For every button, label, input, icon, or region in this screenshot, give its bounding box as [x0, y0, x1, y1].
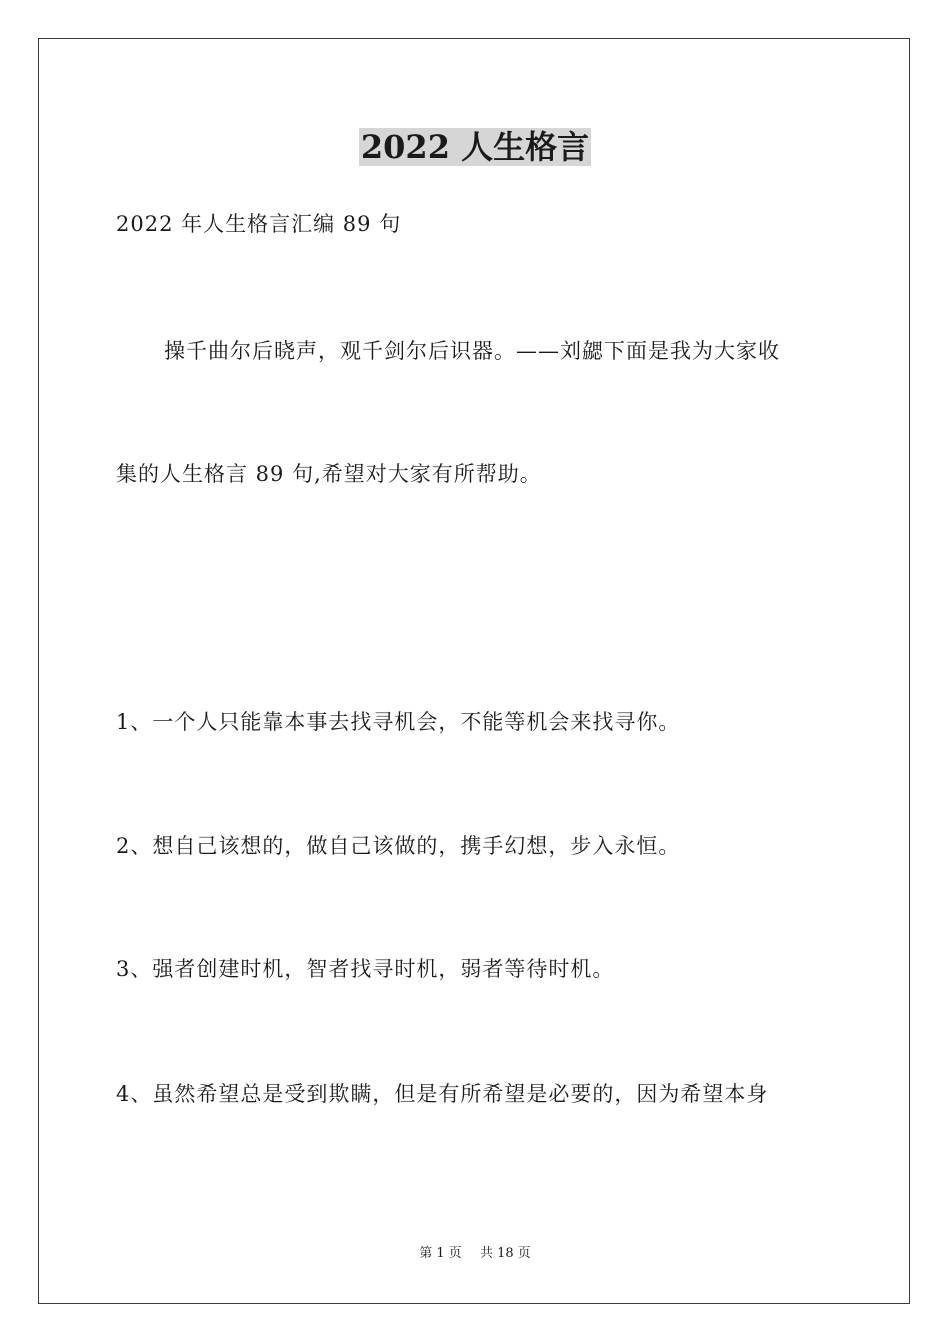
document-title-text: 2022 人生格言: [360, 128, 590, 166]
intro-paragraph-line-2: 集的人生格言 89 句,希望对大家有所帮助。: [116, 462, 542, 486]
document-subtitle: 2022 年人生格言汇编 89 句: [116, 212, 402, 236]
list-item: 3、强者创建时机，智者找寻时机，弱者等待时机。: [116, 957, 615, 981]
page-footer: [0, 1245, 950, 1263]
intro-paragraph-line-1: 操千曲尔后晓声，观千剑尔后识器。——刘勰下面是我为大家收: [164, 339, 780, 363]
list-item: 4、虽然希望总是受到欺瞒，但是有所希望是必要的，因为希望本身: [116, 1082, 769, 1106]
page-total: 共 18 页: [479, 1246, 531, 1261]
list-item: 1、一个人只能靠本事去找寻机会，不能等机会来找寻你。: [116, 710, 681, 734]
page-number: 第 1 页: [419, 1246, 462, 1261]
list-item: 2、想自己该想的，做自己该做的，携手幻想，步入永恒。: [116, 834, 681, 858]
document-title: [0, 127, 950, 167]
